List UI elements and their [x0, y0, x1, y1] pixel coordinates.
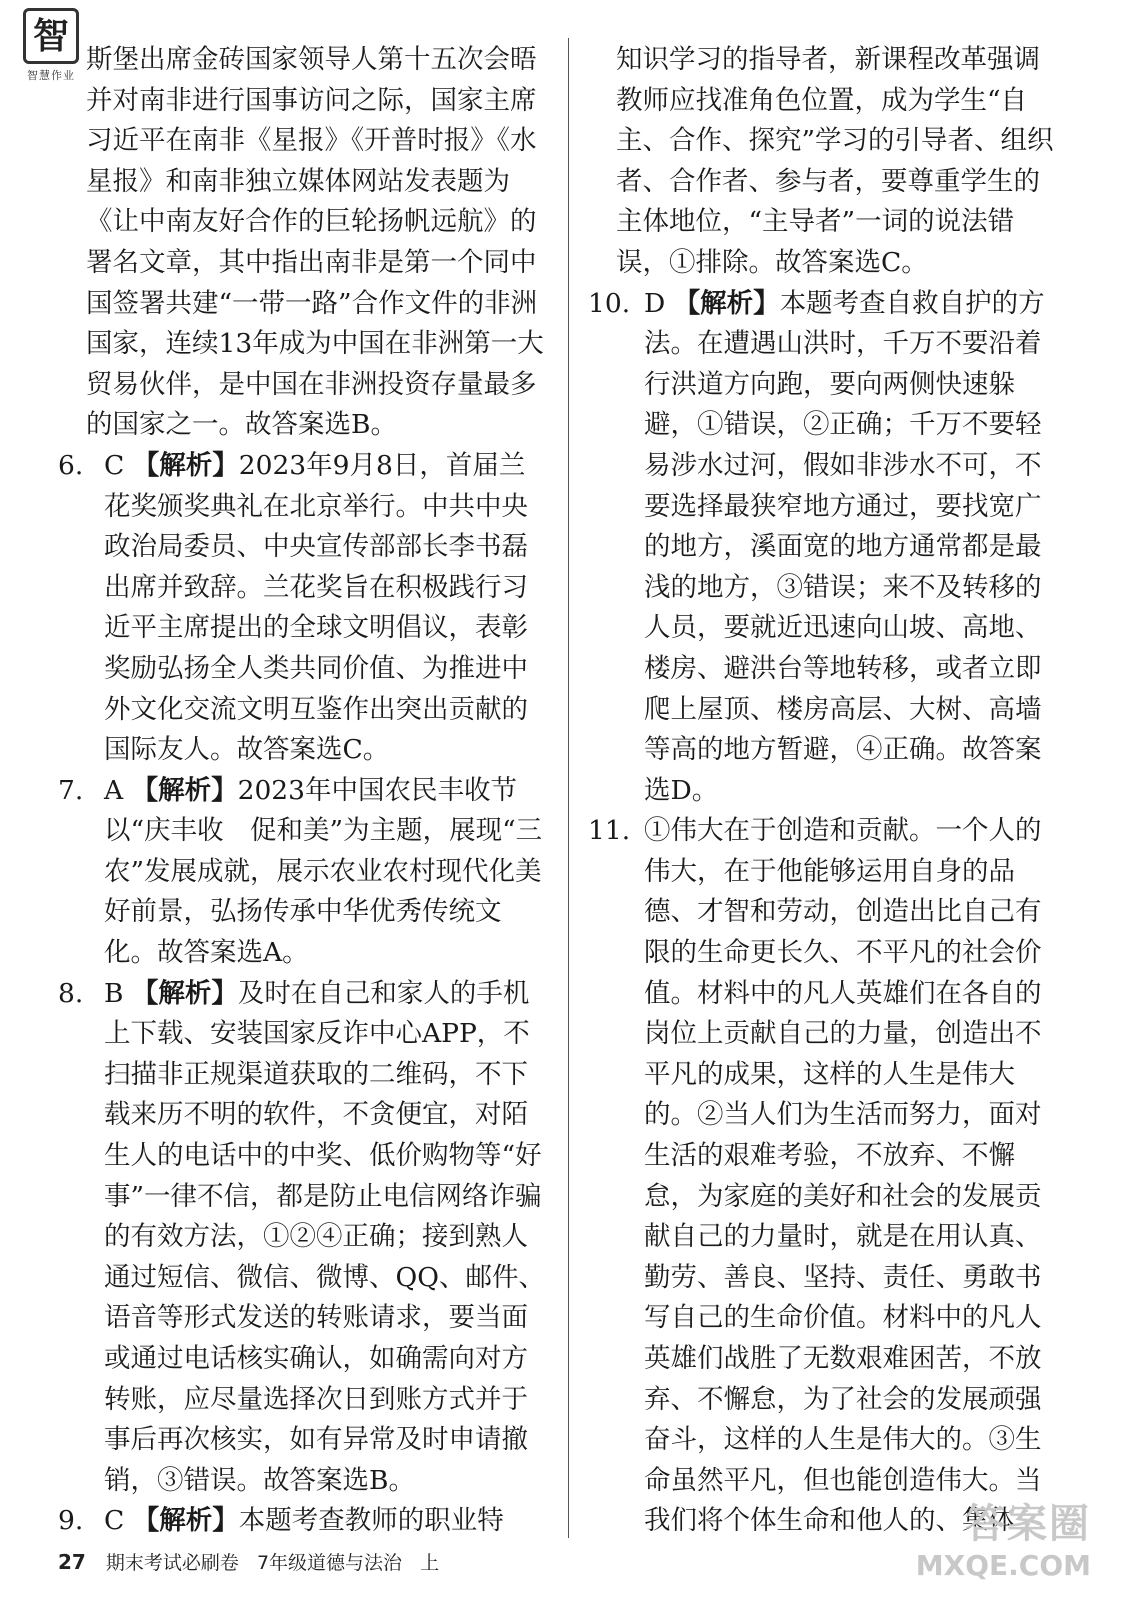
- item-number: 11.: [588, 815, 631, 847]
- item-number: 9.: [58, 1505, 84, 1537]
- left-column: [58, 40, 550, 1540]
- answer-item-6: [58, 446, 550, 771]
- column-divider: [568, 38, 569, 1538]
- item-text: ①伟大在于创造和贡献。一个人的伟大，在于他能够运用自身的品德、才智和劳动，创造出比自己有限的生命更长久、不平凡的社会价值。材料中的凡人英雄们在各自的岗位上贡献自己的力量，创造出不平凡的成果，这样的人生是伟大的。②当人们为生活而努力，面对生活的艰难考验，不放弃、不懈怠，为家庭的美好和社会的发展贡献自己的力量时，就是在用认真、勤劳、善良、坚持、责任、勇敢书写自己的生命价值。材料中的凡人英雄们战胜了无数艰难困苦，不放弃、不懈怠，为了社会的发展顽强奋斗，这样的人生是伟大的。③生命虽然平凡，但也能创造伟大。当我们将个体生命和他人的、集体: [644, 815, 1042, 1537]
- continuation-text: 知识学习的指导者，新课程改革强调教师应找准角色位置，成为学生“自主、合作、探究”学习的引导者、组织者、合作者、参与者，要尊重学生的主体地位，“主导者”一词的说法错误，①排除。故答案选C。: [616, 44, 1054, 278]
- right-column: [588, 40, 1066, 1540]
- analysis-tag: 【解析】: [131, 774, 238, 806]
- logo-glyph: 智: [23, 8, 79, 64]
- site-watermark: [916, 1492, 1091, 1582]
- item-text: 及时在自己和家人的手机上下载、安装国家反诈中心APP，不扫描非正规渠道获取的二维码，不下载来历不明的软件，不贪便宜，对陌生人的电话中的中奖、低价购物等“好事”一律不信，都是防止电信网络诈骗的有效方法，①②④正确；接到熟人通过短信、微信、微博、QQ、邮件、语音等形式发送的转账请求，要当面或通过电话核实确认，如确需向对方转账，应尽量选择次日到账方式并于事后再次核实，如有异常及时申请撤销，③错误。故答案选B。: [104, 977, 545, 1496]
- page-footer: [58, 1548, 451, 1575]
- item-text: 本题考查教师的职业特: [238, 1505, 504, 1537]
- continuation-text: 斯堡出席金砖国家领导人第十五次会晤并对南非进行国事访问之际，国家主席习近平在南非《星报》《开普时报》《水星报》和南非独立媒体网站发表题为《让中南友好合作的巨轮扬帆远航》的署名文章，其中指出南非是第一个同中国签署共建“一带一路”合作文件的非洲国家，连续13年成为中国在非洲第一大贸易伙伴，是中国在非洲投资存量最多的国家之一。故答案选B。: [86, 44, 544, 441]
- analysis-tag: 【解析】: [132, 1505, 239, 1537]
- item-answer: C: [104, 1505, 125, 1537]
- logo-text: 智慧作业: [27, 69, 75, 82]
- answer-item-11: [588, 811, 1066, 1540]
- item-answer: A: [104, 774, 124, 806]
- analysis-tag: 【解析】: [132, 449, 239, 481]
- grade-subject: 7年级道德与法治: [256, 1552, 403, 1574]
- watermark-line2: MXQE.COM: [915, 1549, 1091, 1582]
- item-answer: C: [104, 449, 125, 481]
- answer-item-7: [58, 771, 550, 974]
- item-answer: B: [104, 977, 124, 1009]
- item-number: 10.: [588, 287, 631, 319]
- watermark-line1: 答案圈: [965, 1501, 1091, 1547]
- item-number: 6.: [58, 449, 84, 481]
- item-number: 8.: [58, 977, 84, 1009]
- answer-item-8: [58, 974, 550, 1502]
- volume-label: 上: [420, 1552, 440, 1574]
- item-answer: D: [644, 287, 666, 319]
- item-text: 2023年9月8日，首届兰花奖颁奖典礼在北京举行。中共中央政治局委员、中央宣传部部长李书磊出席并致辞。兰花奖旨在积极践行习近平主席提出的全球文明倡议，表彰奖励弘扬全人类共同价值、为推进中外文化交流文明互鉴作出突出贡献的国际友人。故答案选C。: [104, 449, 528, 766]
- item-number: 7.: [58, 774, 84, 806]
- answer-item-10: [588, 284, 1066, 812]
- book-title: 期末考试必刷卷: [105, 1552, 239, 1574]
- item-text: 2023年中国农民丰收节以“庆丰收 促和美”为主题，展现“三农”发展成就，展示农业农村现代化美好前景，弘扬传承中华优秀传统文化。故答案选A。: [104, 774, 543, 969]
- answer-item-9: [58, 1501, 550, 1540]
- item-text: 本题考查自救自护的方法。在遭遇山洪时，千万不要沿着行洪道方向跑，要向两侧快速躲避，①错误，②正确；千万不要轻易涉水过河，假如非涉水不可，不要选择最狭窄地方通过，要找宽广的地方，溪面宽的地方通常都是最浅的地方，③错误；来不及转移的人员，要就近迅速向山坡、高地、楼房、避洪台等地转移，或者立即爬上屋顶、楼房高层、大树、高墙等高的地方暂避，④正确。故答案选D。: [644, 287, 1045, 806]
- page-number: 27: [58, 1550, 86, 1574]
- analysis-tag: 【解析】: [131, 977, 238, 1009]
- analysis-tag: 【解析】: [673, 287, 780, 319]
